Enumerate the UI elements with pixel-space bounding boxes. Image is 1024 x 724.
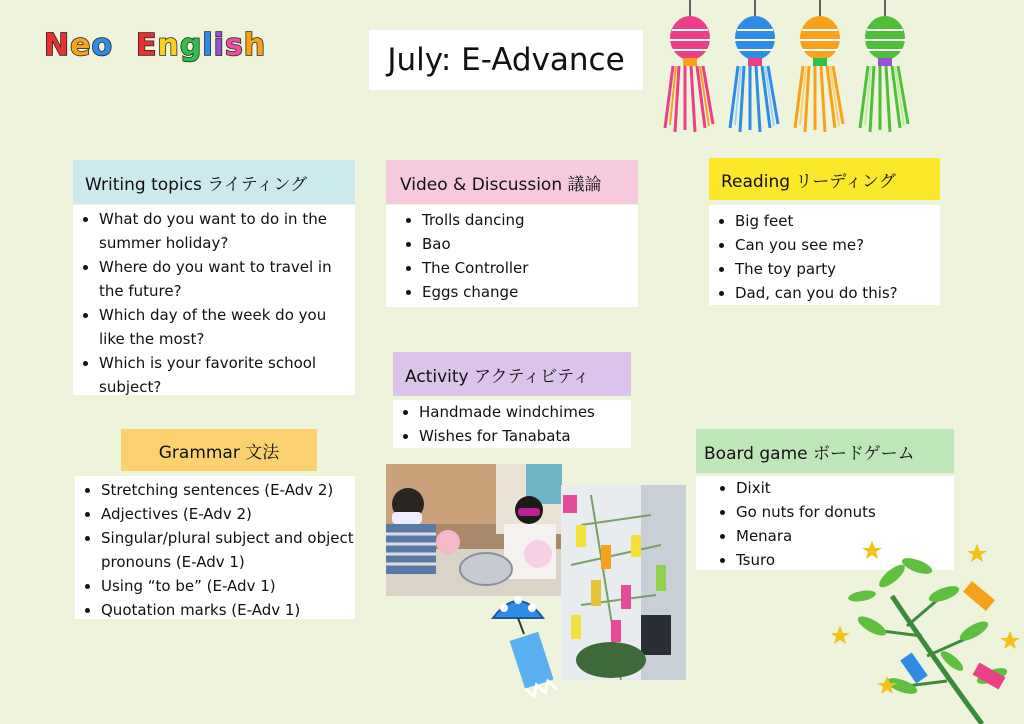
logo-letter: n <box>157 28 180 63</box>
writing-topics-card <box>73 205 355 395</box>
list-item: • Can you see me? <box>735 233 940 257</box>
activity-header <box>393 352 631 396</box>
list-item: • Bao <box>422 232 638 256</box>
logo-letter: e <box>70 28 92 63</box>
photo-tanabata-wishes <box>561 485 686 680</box>
title-box <box>369 30 643 90</box>
list-item: • Quotation marks (E-Adv 1) <box>101 598 355 622</box>
lantern-green-icon <box>860 0 908 132</box>
list-item: • Which day of the week do you like the most? <box>99 303 355 351</box>
board-game-header <box>696 429 954 473</box>
lantern-pink-icon <box>665 0 713 132</box>
video-discussion-list <box>396 208 638 304</box>
list-item: • Adjectives (E-Adv 2) <box>101 502 355 526</box>
list-item: • Dixit <box>736 476 954 500</box>
reading-card <box>709 205 940 305</box>
list-item: • Big feet <box>735 209 940 233</box>
logo-letter: s <box>224 28 244 63</box>
lantern-orange-icon <box>795 0 843 132</box>
neo-english-logo <box>44 28 266 63</box>
logo-letter <box>125 28 136 63</box>
video-discussion-card <box>386 205 638 307</box>
video-discussion-title: Video & Discussion 議論 <box>400 174 602 195</box>
bamboo-tanabata-icon <box>832 536 1024 724</box>
list-item: • The Controller <box>422 256 638 280</box>
list-item: • Using “to be” (E-Adv 1) <box>101 574 355 598</box>
grammar-header <box>121 429 317 471</box>
list-item: • Tsuro <box>736 548 954 572</box>
activity-card <box>393 400 631 448</box>
activity-title: Activity アクティビティ <box>405 366 590 387</box>
writing-topics-header <box>73 160 355 204</box>
list-item: • Stretching sentences (E-Adv 2) <box>101 478 355 502</box>
grammar-title: Grammar 文法 <box>158 442 280 463</box>
reading-header <box>709 158 940 200</box>
list-item: • Menara <box>736 524 954 548</box>
video-discussion-header <box>386 160 638 204</box>
reading-list <box>709 209 940 305</box>
lanterns-illustration <box>655 0 925 140</box>
page-title: July: E-Advance <box>387 42 625 78</box>
list-item: • Eggs change <box>422 280 638 304</box>
lantern-blue-icon <box>730 0 778 132</box>
logo-letter: E <box>136 28 158 63</box>
list-item: • What do you want to do in the summer holiday? <box>99 207 355 255</box>
windchime-icon <box>488 588 578 700</box>
reading-title: Reading リーディング <box>721 171 896 192</box>
list-item: • Which is your favorite school subject? <box>99 351 355 399</box>
writing-topics-list <box>73 207 355 399</box>
list-item: • Dad, can you do this? <box>735 281 940 305</box>
logo-letter <box>113 28 124 63</box>
logo-letter: h <box>243 28 267 63</box>
activity-list <box>393 400 631 448</box>
grammar-list <box>75 478 355 622</box>
list-item: • The toy party <box>735 257 940 281</box>
list-item: • Where do you want to travel in the future? <box>99 255 355 303</box>
logo-letter: l <box>202 28 214 63</box>
list-item: • Singular/plural subject and object pronouns (E-Adv 1) <box>101 526 355 574</box>
writing-topics-title: Writing topics ライティング <box>85 174 308 195</box>
board-game-title: Board game ボードゲーム <box>704 443 915 464</box>
list-item: • Wishes for Tanabata <box>419 424 631 448</box>
list-item: • Trolls dancing <box>422 208 638 232</box>
logo-letter: o <box>91 28 114 63</box>
logo-letter: N <box>44 28 71 63</box>
logo-letter: g <box>179 28 203 63</box>
logo-letter: i <box>213 28 225 63</box>
list-item: • Handmade windchimes <box>419 400 631 424</box>
photo-kids-windchimes <box>386 464 562 596</box>
grammar-card <box>75 476 355 619</box>
list-item: • Go nuts for donuts <box>736 500 954 524</box>
